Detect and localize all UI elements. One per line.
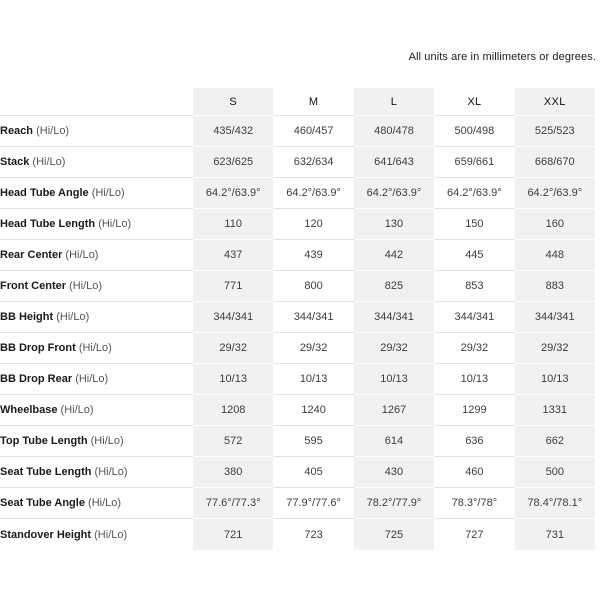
- value-cell: 448: [515, 240, 595, 271]
- row-label: [0, 240, 193, 271]
- row-label-name: Rear Center: [0, 249, 63, 261]
- row-label-suffix: (Hi/Lo): [60, 404, 94, 416]
- value-cell: 1331: [515, 395, 595, 426]
- value-cell: 445: [434, 240, 514, 271]
- row-label-name: Front Center: [0, 280, 66, 292]
- value-cell: 120: [273, 209, 353, 240]
- value-cell: 64.2°/63.9°: [515, 178, 595, 209]
- value-cell: 150: [434, 209, 514, 240]
- row-label: [0, 209, 193, 240]
- row-label: [0, 302, 193, 333]
- size-column-header: M: [273, 88, 353, 116]
- row-label: [0, 116, 193, 147]
- row-label-suffix: (Hi/Lo): [78, 342, 112, 354]
- table-row: [0, 178, 595, 209]
- value-cell: 64.2°/63.9°: [434, 178, 514, 209]
- value-cell: 344/341: [354, 302, 434, 333]
- value-cell: 10/13: [193, 364, 273, 395]
- value-cell: 10/13: [354, 364, 434, 395]
- value-cell: 572: [193, 426, 273, 457]
- size-column-header: L: [354, 88, 434, 116]
- value-cell: 883: [515, 271, 595, 302]
- value-cell: 723: [304, 528, 323, 541]
- value-cell: 110: [193, 209, 273, 240]
- value-cell: 500/498: [434, 116, 514, 147]
- value-cell: 439: [273, 240, 353, 271]
- value-cell: 460/457: [273, 116, 353, 147]
- row-label: [0, 395, 193, 426]
- row-label: [0, 426, 193, 457]
- value-cell: 853: [434, 271, 514, 302]
- value-cell: 64.2°/63.9°: [193, 178, 273, 209]
- row-label-name: BB Drop Front: [0, 342, 76, 354]
- size-column-header: XL: [434, 88, 514, 116]
- row-label-name: BB Height: [0, 311, 54, 323]
- value-cell: 344/341: [434, 302, 514, 333]
- value-cell: 825: [354, 271, 434, 302]
- value-cell: 64.2°/63.9°: [354, 178, 434, 209]
- value-cell: 659/661: [434, 147, 514, 178]
- value-cell: 10/13: [273, 364, 353, 395]
- value-cell: 344/341: [273, 302, 353, 333]
- value-cell: 437: [193, 240, 273, 271]
- row-label-suffix: (Hi/Lo): [88, 497, 122, 509]
- row-label-name: Reach: [0, 125, 34, 137]
- value-cell: 623/625: [193, 147, 273, 178]
- value-cell: 77.6°/77.3°: [193, 488, 273, 519]
- row-label: [0, 457, 193, 488]
- row-label-suffix: (Hi/Lo): [32, 156, 66, 168]
- table-row: [0, 147, 595, 178]
- table-row: [0, 116, 595, 147]
- value-cell: 662: [515, 426, 595, 457]
- value-cell: 29/32: [273, 333, 353, 364]
- table-row: [0, 426, 595, 457]
- row-label-name: Seat Tube Length: [0, 466, 92, 478]
- value-cell: 614: [354, 426, 434, 457]
- value-cell: 1267: [354, 395, 434, 426]
- row-label-name: Wheelbase: [0, 404, 58, 416]
- value-cell: 595: [273, 426, 353, 457]
- value-cell: 405: [273, 457, 353, 488]
- value-cell: 380: [193, 457, 273, 488]
- value-cell: 344/341: [193, 302, 273, 333]
- row-label: [0, 519, 193, 550]
- value-cell: 29/32: [354, 333, 434, 364]
- value-cell: 771: [193, 271, 273, 302]
- value-cell: 725: [354, 519, 434, 550]
- row-label-name: Stack: [0, 156, 30, 168]
- row-label-name: Head Tube Length: [0, 218, 96, 230]
- header-row: [0, 88, 595, 116]
- row-label-suffix: (Hi/Lo): [98, 218, 132, 230]
- table-row: [0, 209, 595, 240]
- row-label-name: Standover Height: [0, 528, 92, 541]
- value-cell: 731: [515, 519, 595, 550]
- header-label-spacer: [0, 88, 193, 116]
- value-cell: 668/670: [515, 147, 595, 178]
- table-row: [0, 457, 595, 488]
- value-cell: 10/13: [434, 364, 514, 395]
- table-row: [0, 240, 595, 271]
- value-cell: 78.4°/78.1°: [515, 488, 595, 519]
- row-label: [0, 364, 193, 395]
- row-label-suffix: (Hi/Lo): [56, 311, 90, 323]
- value-cell: 10/13: [515, 364, 595, 395]
- value-cell: 1240: [273, 395, 353, 426]
- row-label-suffix: (Hi/Lo): [94, 528, 128, 541]
- size-column-header: S: [193, 88, 273, 116]
- value-cell: 1299: [434, 395, 514, 426]
- row-label-name: BB Drop Rear: [0, 373, 73, 385]
- value-cell: 29/32: [515, 333, 595, 364]
- row-label-suffix: (Hi/Lo): [90, 435, 124, 447]
- value-cell: 160: [515, 209, 595, 240]
- row-label: [0, 488, 193, 519]
- value-cell: 344/341: [515, 302, 595, 333]
- table-row: [0, 302, 595, 333]
- value-cell: 632/634: [273, 147, 353, 178]
- value-cell: 800: [273, 271, 353, 302]
- row-label: [0, 333, 193, 364]
- row-label-suffix: (Hi/Lo): [36, 125, 70, 137]
- value-cell: 727: [465, 528, 484, 541]
- value-cell: 78.2°/77.9°: [354, 488, 434, 519]
- row-label-suffix: (Hi/Lo): [94, 466, 128, 478]
- row-label-name: Head Tube Angle: [0, 187, 89, 199]
- row-label-suffix: (Hi/Lo): [75, 373, 109, 385]
- row-label: [0, 271, 193, 302]
- row-label-suffix: (Hi/Lo): [91, 187, 125, 199]
- row-label: [0, 178, 193, 209]
- value-cell: 636: [434, 426, 514, 457]
- table-row: [0, 488, 595, 519]
- value-cell: 525/523: [515, 116, 595, 147]
- table-row: [0, 333, 595, 364]
- size-column-header: XXL: [515, 88, 595, 116]
- table-header: [0, 88, 595, 116]
- row-label-name: Top Tube Length: [0, 435, 88, 447]
- value-cell: 442: [354, 240, 434, 271]
- value-cell: 430: [354, 457, 434, 488]
- value-cell: 64.2°/63.9°: [273, 178, 353, 209]
- value-cell: 460: [434, 457, 514, 488]
- value-cell: 1208: [193, 395, 273, 426]
- table-body: [0, 116, 595, 550]
- value-cell: 130: [354, 209, 434, 240]
- table-row: [0, 519, 595, 550]
- value-cell: 641/643: [354, 147, 434, 178]
- row-label-name: Seat Tube Angle: [0, 497, 85, 509]
- value-cell: 29/32: [193, 333, 273, 364]
- geometry-table: [0, 88, 595, 550]
- row-label-suffix: (Hi/Lo): [69, 280, 103, 292]
- row-label: [0, 147, 193, 178]
- value-cell: 29/32: [434, 333, 514, 364]
- table-row: [0, 395, 595, 426]
- value-cell: 78.3°/78°: [434, 488, 514, 519]
- units-note: All units are in millimeters or degrees.: [408, 51, 596, 63]
- value-cell: 435/432: [193, 116, 273, 147]
- table-row: [0, 271, 595, 302]
- value-cell: 77.9°/77.6°: [273, 488, 353, 519]
- table-row: [0, 364, 595, 395]
- value-cell: 480/478: [354, 116, 434, 147]
- value-cell: 721: [193, 519, 273, 550]
- value-cell: 500: [515, 457, 595, 488]
- row-label-suffix: (Hi/Lo): [65, 249, 99, 261]
